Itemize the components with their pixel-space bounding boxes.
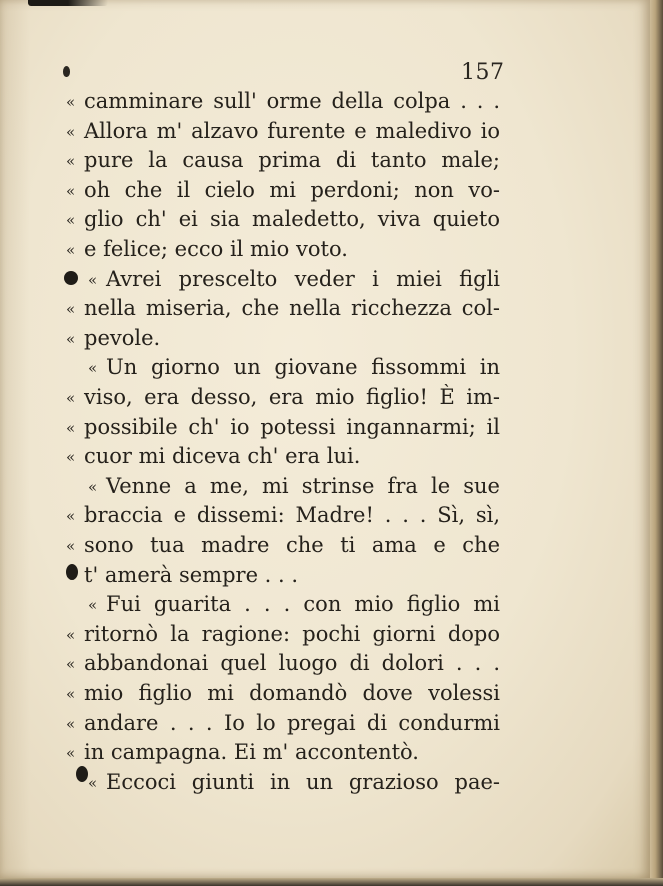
guillemet-mark: « — [66, 655, 76, 674]
guillemet-mark: « — [66, 714, 76, 733]
guillemet-mark: « — [66, 389, 76, 407]
line-text: e felice; ecco il mio voto. — [84, 237, 348, 261]
line-text: braccia e dissemi: Madre! . . . Sì, sì, — [84, 503, 500, 528]
line-text: Eccoci giunti in un grazioso pae- — [106, 769, 500, 794]
guillemet-mark: « — [66, 329, 76, 348]
guillemet-mark: « — [88, 773, 98, 792]
line-text: andare . . . Io lo pregai di condurmi — [84, 710, 500, 735]
guillemet-mark: « — [88, 477, 98, 496]
guillemet-mark: « — [66, 152, 76, 171]
guillemet-mark: « — [66, 122, 76, 141]
line-text: possibile ch' io potessi ingannarmi; il — [84, 414, 500, 439]
guillemet-mark: « — [88, 359, 98, 378]
line-text: Allora m' alzavo furente e maledivo io — [84, 118, 500, 143]
guillemet-mark: « — [88, 270, 98, 289]
line-text: pure la causa prima di tanto male; — [84, 148, 500, 173]
page-edge-right — [650, 0, 663, 886]
guillemet-mark: « — [66, 93, 76, 111]
line-text: Fui guarita . . . con mio figlio mi — [106, 592, 500, 617]
line-text: glio ch' ei sia maledetto, viva quieto — [84, 207, 500, 232]
guillemet-mark: « — [66, 537, 76, 555]
line-text: Venne a me, mi strinse fra le sue — [106, 473, 500, 498]
guillemet-mark: « — [66, 211, 76, 230]
page-fold-shadow — [0, 0, 30, 880]
line-text: ritornò la ragione: pochi giorni dopo — [84, 621, 500, 646]
line-text: sono tua madre che ti ama e che — [84, 533, 500, 557]
line-text: cuor mi diceva ch' era lui. — [84, 444, 361, 469]
line-text: Un giorno un giovane fissommi in — [106, 355, 500, 380]
line-text: viso, era desso, era mio figlio! È im- — [84, 385, 500, 409]
guillemet-mark: « — [66, 685, 76, 703]
guillemet-mark: « — [66, 625, 76, 644]
line-text: camminare sull' orme della colpa . . . — [84, 89, 500, 113]
guillemet-mark: « — [66, 744, 76, 763]
line-text: in campagna. Ei m' accontentò. — [84, 740, 419, 765]
line-text: abbandonai quel luogo di dolori . . . — [84, 651, 500, 676]
ink-blot-mark — [64, 271, 78, 285]
ink-smudge-top — [28, 0, 108, 6]
guillemet-mark: « — [66, 448, 76, 467]
guillemet-mark: « — [88, 596, 98, 615]
line-text: t' amerà sempre . . . — [84, 562, 299, 587]
guillemet-mark: « — [66, 241, 76, 259]
ink-blot-mark — [66, 564, 78, 580]
page-edge-bottom — [0, 878, 663, 886]
line-text: pevole. — [84, 325, 161, 350]
guillemet-mark: « — [66, 181, 76, 200]
ink-dot-mark — [63, 66, 70, 77]
guillemet-mark: « — [66, 418, 76, 437]
line-text: oh che il cielo mi perdoni; non vo- — [84, 177, 500, 202]
ink-blot-mark — [76, 766, 88, 782]
page-number: 157 — [461, 60, 505, 85]
line-text: mio figlio mi domandò dove volessi — [84, 681, 500, 705]
line-text: Avrei prescelto veder i miei figli — [106, 266, 500, 291]
guillemet-mark: « — [66, 507, 76, 526]
line-text: nella miseria, che nella ricchezza col- — [84, 296, 500, 321]
guillemet-mark: « — [66, 300, 76, 319]
